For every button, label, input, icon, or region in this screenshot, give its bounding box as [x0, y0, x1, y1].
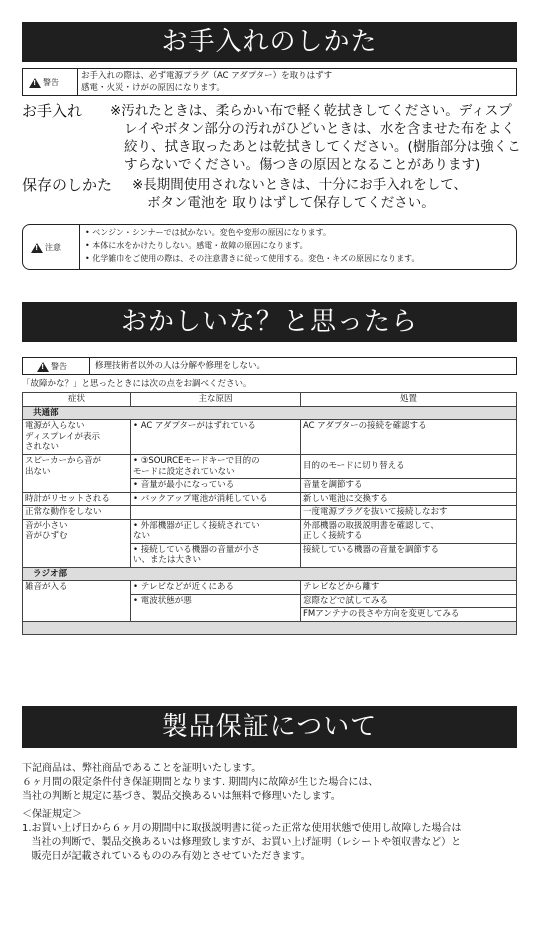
care-warning-box: [22, 68, 517, 96]
action-cell: 接続している機器の音量を調節する: [301, 543, 517, 567]
table-row: [23, 420, 517, 455]
storage-line-2: ボタン電池を 取りはずして保存してください。: [147, 195, 435, 211]
storage-heading: 保存のしかた: [22, 176, 113, 194]
warranty-title: 製品保証について: [161, 712, 378, 742]
header-cause: 主な原因: [131, 393, 301, 407]
table-row: [23, 506, 517, 520]
cleaning-line-3: 絞り、拭き取ったあとは乾拭きしてください。(樹脂部分は強くこ: [124, 139, 521, 155]
action-cell: 目的のモードに切り替える: [301, 455, 517, 479]
symptom-cell: 時計がリセットされる: [23, 492, 131, 506]
warranty-line-1: 下記商品は、弊社商品であることを証明いたします。: [22, 763, 262, 774]
cleaning-heading: お手入れ: [22, 102, 83, 120]
trouble-table: [22, 392, 517, 635]
care-warning-label: 警告: [43, 78, 59, 87]
storage-line-1: ※長期間使用されないときは、十分にお手入れをして、: [132, 177, 468, 193]
warranty-rule-line-3: 販売日が記載されているもののみ有効とさせていただきます。: [22, 851, 311, 862]
cause-cell: • テレビなどが近くにある: [131, 581, 301, 595]
cleaning-line-4: すらないでください。傷つきの原因となることがあります): [124, 157, 481, 173]
cause-cell: • AC アダプターがはずれている: [131, 420, 301, 455]
warranty-line-2: ６ヶ月間の限定条件付き保証期間となります. 期間内に故障が生じた場合には、: [22, 777, 379, 788]
warranty-rules-heading: ＜保証規定＞: [22, 809, 82, 820]
symptom-cell: 正常な動作をしない: [23, 506, 131, 520]
header-symptom: 症状: [23, 393, 131, 407]
action-cell: AC アダプターの接続を確認する: [301, 420, 517, 455]
cause-cell: [131, 506, 301, 520]
cause-cell: • ③SOURCEモードキーで目的の モードに設定されていない: [131, 455, 301, 479]
trouble-title: おかしいな？と思ったら: [120, 307, 418, 337]
warranty-title-bar: [22, 706, 517, 748]
cleaning-line-1: ※汚れたときは、柔らかい布で軽く乾拭きしてください。ディスプ: [110, 103, 512, 119]
table-row: [23, 492, 517, 506]
care-warning-line-2: 感電・火災・けがの原因になります。: [81, 83, 225, 93]
caution-item-1: ベンジン・シンナーでは拭かない。変色や変形の原因になります。: [92, 228, 332, 237]
action-cell: FMアンテナの長さや方向を変更してみる: [301, 608, 517, 622]
trouble-warning-box: [22, 357, 517, 375]
symptom-cell: 電源が入らない ディスプレイが表示 されない: [23, 420, 131, 455]
table-footer-bar: [23, 621, 517, 634]
section-common: 共通部: [23, 406, 517, 420]
caution-item-3: 化学雑巾をご使用の際は、その注意書きに従って使用する。変色・キズの原因になります。: [92, 254, 420, 263]
trouble-title-bar: [22, 302, 517, 342]
action-cell: テレビなどから離す: [301, 581, 517, 595]
action-cell: 外部機器の取扱説明書を確認して、 正しく接続する: [301, 519, 517, 543]
cause-cell: • バックアップ電池が消耗している: [131, 492, 301, 506]
action-cell: 一度電源プラグを抜いて接続しなおす: [301, 506, 517, 520]
cause-cell: • 音量が最小になっている: [131, 479, 301, 493]
warranty-rule-line-2: 当社の判断で、製品交換あるいは修理致しますが、お買い上げ証明（レシートや領収書など）と: [22, 837, 462, 848]
caution-item-2: 本体に水をかけたりしない。感電・故障の原因になります。: [92, 241, 308, 250]
warranty-rule-line-1: 1.お買い上げ日から６ヶ月の期間中に取扱説明書に従った正常な使用状態で使用し故障した場合は: [22, 823, 462, 834]
warning-icon: [37, 362, 49, 372]
section-radio: ラジオ部: [23, 567, 517, 581]
warranty-line-3: 当社の判断と規定に基づき、製品交換あるいは無料で修理いたします。: [22, 791, 341, 802]
action-cell: 窓際などで試してみる: [301, 594, 517, 608]
table-row: [23, 455, 517, 479]
symptom-cell: スピーカーから音が 出ない: [23, 455, 131, 493]
header-action: 処置: [301, 393, 517, 407]
cause-cell: • 外部機器が正しく接続されてい ない: [131, 519, 301, 543]
care-title-bar: [22, 22, 517, 62]
trouble-warning-label: 警告: [51, 362, 67, 371]
cleaning-line-2: レイやボタン部分の汚れがひどいときは、水を含ませた布をよく: [124, 121, 515, 137]
cause-cell: • 接続している機器の音量が小さ い、または大きい: [131, 543, 301, 567]
trouble-intro: 「故障かな？」と思ったときには次の点をお調べください。: [22, 379, 252, 389]
cause-cell: • 電波状態が悪: [131, 594, 301, 621]
table-row: [23, 581, 517, 595]
table-header-row: [23, 393, 517, 407]
warning-icon: [29, 78, 41, 88]
care-caution-box: ! 注意 • ベンジン・シンナーでは拭かない。変色や変形の原因になります。 • 本体に水をかけたりしない。感電・故障の原因になります。 • 化学雑巾をご使用の際は、その注意書きに従って使用する。変色・キズの原因になります。: [22, 224, 517, 270]
symptom-cell: 雑音が入る: [23, 581, 131, 622]
care-warning-line-1: お手入れの際は、必ず電源プラグ（AC アダプター）を取りはずす: [81, 71, 333, 81]
care-caution-label: 注意: [45, 243, 61, 252]
action-cell: 音量を調節する: [301, 479, 517, 493]
caution-icon: [31, 243, 43, 253]
table-row: [23, 519, 517, 543]
care-title: お手入れのしかた: [161, 27, 378, 57]
action-cell: 新しい電池に交換する: [301, 492, 517, 506]
symptom-cell: 音が小さい 音がひずむ: [23, 519, 131, 567]
trouble-warning-text: 修理技術者以外の人は分解や修理をしない。: [95, 361, 266, 371]
